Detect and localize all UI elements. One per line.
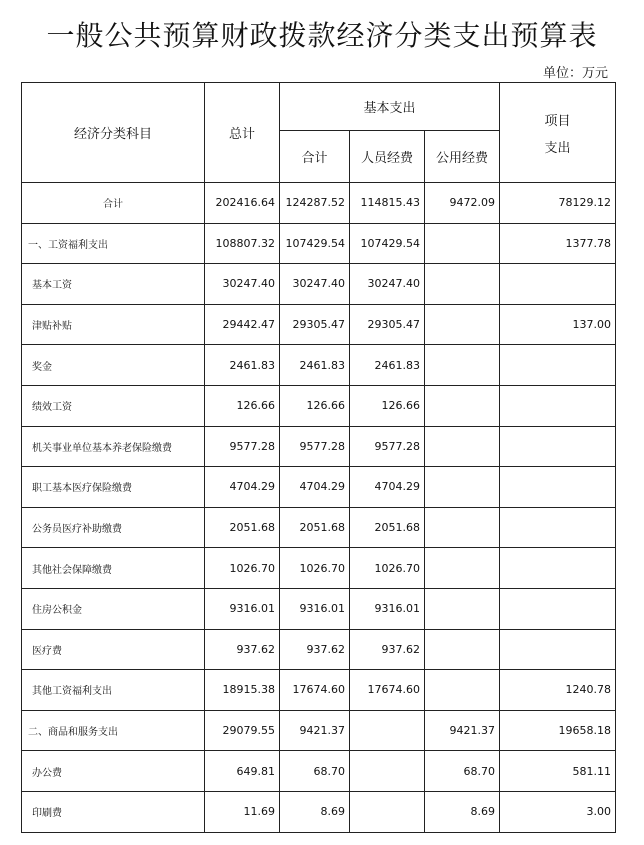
row-category-cell: 办公费 bbox=[22, 751, 205, 792]
row-total-cell: 29442.47 bbox=[205, 304, 280, 345]
row-basic-total-cell: 124287.52 bbox=[280, 183, 350, 224]
row-basic-total-cell: 126.66 bbox=[280, 385, 350, 426]
row-total-cell: 9577.28 bbox=[205, 426, 280, 467]
row-public-cell bbox=[425, 345, 500, 386]
table-body bbox=[22, 183, 616, 833]
row-total-cell: 18915.38 bbox=[205, 670, 280, 711]
row-category-cell: 印刷费 bbox=[22, 791, 205, 832]
row-category-cell: 住房公积金 bbox=[22, 588, 205, 629]
row-public-cell bbox=[425, 670, 500, 711]
row-project-cell bbox=[500, 507, 616, 548]
row-category-cell: 机关事业单位基本养老保险缴费 bbox=[22, 426, 205, 467]
table-row bbox=[22, 791, 616, 832]
row-project-cell: 1377.78 bbox=[500, 223, 616, 264]
table-row bbox=[22, 345, 616, 386]
row-project-cell: 3.00 bbox=[500, 791, 616, 832]
table-row bbox=[22, 385, 616, 426]
row-public-cell bbox=[425, 467, 500, 508]
row-project-cell: 581.11 bbox=[500, 751, 616, 792]
row-total-cell: 2051.68 bbox=[205, 507, 280, 548]
row-personnel-cell: 17674.60 bbox=[350, 670, 425, 711]
row-personnel-cell: 9316.01 bbox=[350, 588, 425, 629]
row-category-cell: 职工基本医疗保险缴费 bbox=[22, 467, 205, 508]
table-row bbox=[22, 670, 616, 711]
row-basic-total-cell: 2051.68 bbox=[280, 507, 350, 548]
header-public: 公用经费 bbox=[425, 131, 500, 183]
unit-label: 单位：万元 bbox=[542, 66, 608, 81]
header-personnel: 人员经费 bbox=[350, 131, 425, 183]
table-row bbox=[22, 223, 616, 264]
row-personnel-cell: 114815.43 bbox=[350, 183, 425, 224]
row-total-cell: 649.81 bbox=[205, 751, 280, 792]
table-row bbox=[22, 629, 616, 670]
row-total-cell: 29079.55 bbox=[205, 710, 280, 751]
row-category-cell: 公务员医疗补助缴费 bbox=[22, 507, 205, 548]
row-basic-total-cell: 8.69 bbox=[280, 791, 350, 832]
row-personnel-cell: 29305.47 bbox=[350, 304, 425, 345]
row-public-cell bbox=[425, 223, 500, 264]
row-project-cell bbox=[500, 629, 616, 670]
row-personnel-cell: 30247.40 bbox=[350, 264, 425, 305]
row-project-cell: 19658.18 bbox=[500, 710, 616, 751]
row-category-cell: 合计 bbox=[22, 183, 205, 224]
row-public-cell: 9472.09 bbox=[425, 183, 500, 224]
row-public-cell: 68.70 bbox=[425, 751, 500, 792]
row-basic-total-cell: 9421.37 bbox=[280, 710, 350, 751]
row-total-cell: 1026.70 bbox=[205, 548, 280, 589]
row-basic-total-cell: 107429.54 bbox=[280, 223, 350, 264]
row-public-cell bbox=[425, 629, 500, 670]
row-public-cell bbox=[425, 548, 500, 589]
row-basic-total-cell: 9577.28 bbox=[280, 426, 350, 467]
row-project-cell bbox=[500, 467, 616, 508]
header-basic-total: 合计 bbox=[280, 131, 350, 183]
row-total-cell: 9316.01 bbox=[205, 588, 280, 629]
row-personnel-cell: 1026.70 bbox=[350, 548, 425, 589]
header-project-line2: 支出 bbox=[544, 140, 571, 156]
row-project-cell bbox=[500, 345, 616, 386]
row-public-cell bbox=[425, 264, 500, 305]
row-total-cell: 126.66 bbox=[205, 385, 280, 426]
row-public-cell bbox=[425, 304, 500, 345]
row-category-cell: 其他工资福利支出 bbox=[22, 670, 205, 711]
row-personnel-cell bbox=[350, 710, 425, 751]
header-project-line1: 项目 bbox=[544, 113, 571, 129]
row-personnel-cell bbox=[350, 791, 425, 832]
row-public-cell: 8.69 bbox=[425, 791, 500, 832]
table-row bbox=[22, 467, 616, 508]
row-category-cell: 医疗费 bbox=[22, 629, 205, 670]
row-basic-total-cell: 68.70 bbox=[280, 751, 350, 792]
row-basic-total-cell: 2461.83 bbox=[280, 345, 350, 386]
row-total-cell: 2461.83 bbox=[205, 345, 280, 386]
row-project-cell: 78129.12 bbox=[500, 183, 616, 224]
row-project-cell: 137.00 bbox=[500, 304, 616, 345]
row-category-cell: 其他社会保障缴费 bbox=[22, 548, 205, 589]
row-public-cell bbox=[425, 426, 500, 467]
row-category-cell: 一、工资福利支出 bbox=[22, 223, 205, 264]
row-project-cell bbox=[500, 385, 616, 426]
table-row bbox=[22, 264, 616, 305]
row-basic-total-cell: 4704.29 bbox=[280, 467, 350, 508]
row-basic-total-cell: 937.62 bbox=[280, 629, 350, 670]
table-row bbox=[22, 588, 616, 629]
row-basic-total-cell: 30247.40 bbox=[280, 264, 350, 305]
row-personnel-cell: 9577.28 bbox=[350, 426, 425, 467]
row-basic-total-cell: 9316.01 bbox=[280, 588, 350, 629]
row-personnel-cell: 2051.68 bbox=[350, 507, 425, 548]
table-row bbox=[22, 183, 616, 224]
row-total-cell: 937.62 bbox=[205, 629, 280, 670]
header-category: 经济分类科目 bbox=[22, 83, 205, 183]
row-total-cell: 108807.32 bbox=[205, 223, 280, 264]
table-row bbox=[22, 548, 616, 589]
page-title: 一般公共预算财政拨款经济分类支出预算表 bbox=[46, 19, 598, 52]
row-basic-total-cell: 17674.60 bbox=[280, 670, 350, 711]
row-category-cell: 二、商品和服务支出 bbox=[22, 710, 205, 751]
row-project-cell bbox=[500, 426, 616, 467]
row-total-cell: 30247.40 bbox=[205, 264, 280, 305]
row-total-cell: 4704.29 bbox=[205, 467, 280, 508]
table-row bbox=[22, 426, 616, 467]
row-project-cell: 1240.78 bbox=[500, 670, 616, 711]
row-public-cell bbox=[425, 588, 500, 629]
header-basic: 基本支出 bbox=[280, 83, 500, 131]
header-project bbox=[500, 83, 616, 183]
row-public-cell: 9421.37 bbox=[425, 710, 500, 751]
row-category-cell: 津贴补贴 bbox=[22, 304, 205, 345]
row-category-cell: 奖金 bbox=[22, 345, 205, 386]
table-row bbox=[22, 304, 616, 345]
table-row bbox=[22, 710, 616, 751]
row-project-cell bbox=[500, 588, 616, 629]
row-personnel-cell: 2461.83 bbox=[350, 345, 425, 386]
row-personnel-cell: 107429.54 bbox=[350, 223, 425, 264]
budget-table bbox=[21, 82, 616, 833]
table-row bbox=[22, 751, 616, 792]
table-row bbox=[22, 507, 616, 548]
row-personnel-cell: 4704.29 bbox=[350, 467, 425, 508]
row-total-cell: 202416.64 bbox=[205, 183, 280, 224]
row-project-cell bbox=[500, 264, 616, 305]
row-project-cell bbox=[500, 548, 616, 589]
row-personnel-cell: 126.66 bbox=[350, 385, 425, 426]
row-public-cell bbox=[425, 385, 500, 426]
row-personnel-cell: 937.62 bbox=[350, 629, 425, 670]
row-personnel-cell bbox=[350, 751, 425, 792]
row-public-cell bbox=[425, 507, 500, 548]
row-basic-total-cell: 29305.47 bbox=[280, 304, 350, 345]
row-total-cell: 11.69 bbox=[205, 791, 280, 832]
row-category-cell: 基本工资 bbox=[22, 264, 205, 305]
row-basic-total-cell: 1026.70 bbox=[280, 548, 350, 589]
header-total: 总计 bbox=[205, 83, 280, 183]
row-category-cell: 绩效工资 bbox=[22, 385, 205, 426]
